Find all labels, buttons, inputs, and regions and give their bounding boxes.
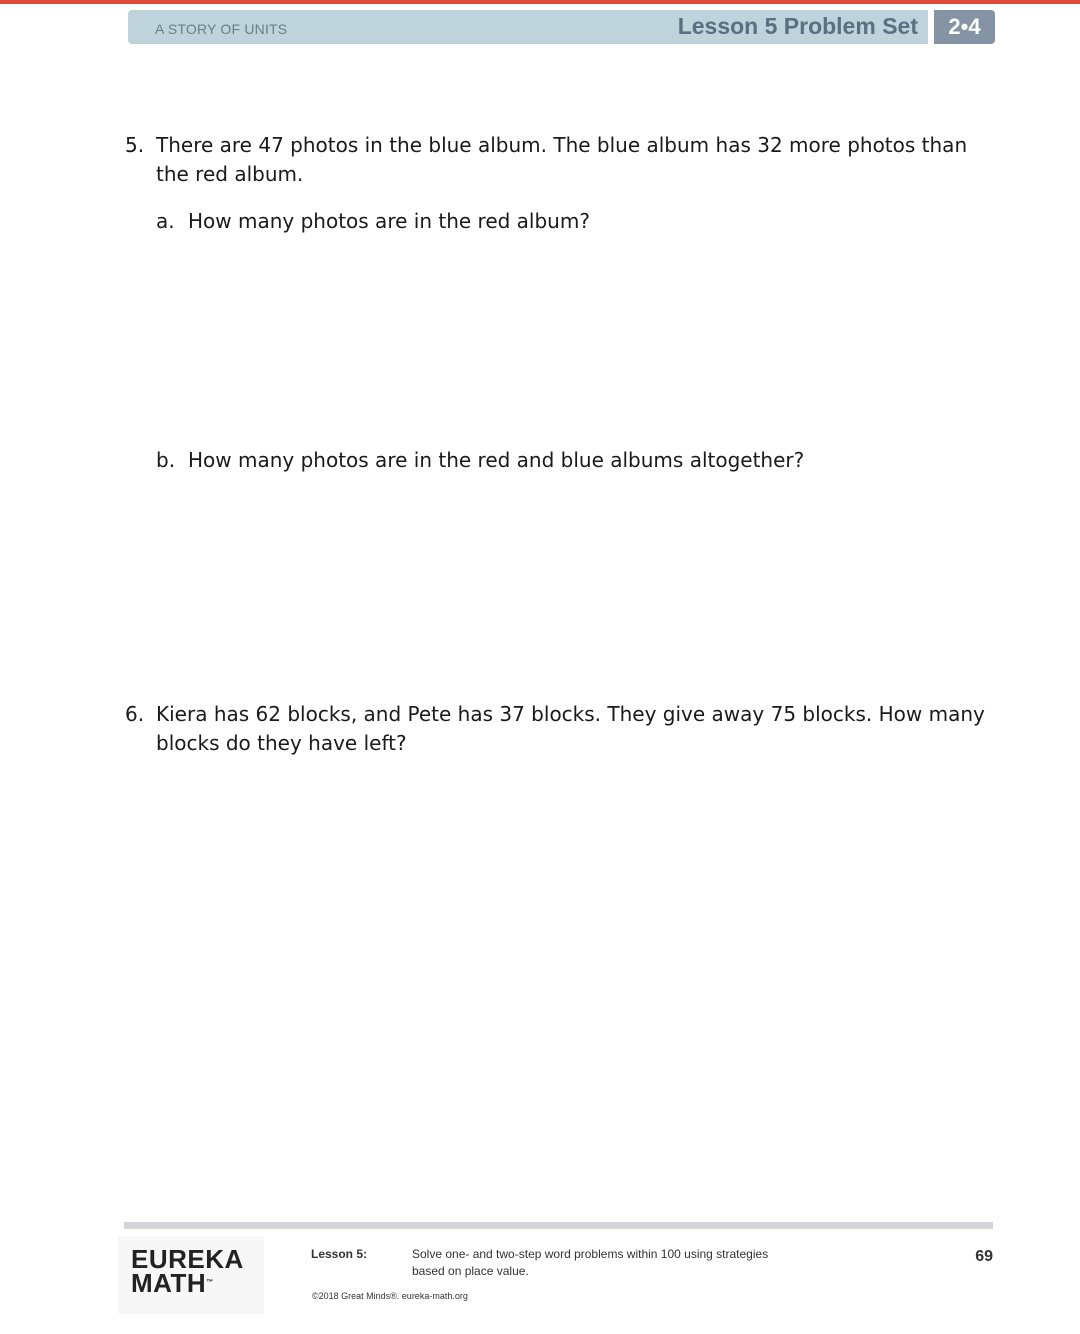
problem-6	[125, 700, 1000, 758]
part-letter: a.	[156, 209, 175, 233]
footer-lesson-label: Lesson 5:	[311, 1247, 368, 1261]
grade-module-badge: 2•4	[934, 10, 995, 44]
logo-line-2: MATH™	[131, 1268, 214, 1298]
part-text: How many photos are in the red album?	[188, 209, 590, 233]
top-accent-rule	[0, 0, 1080, 4]
part-text: How many photos are in the red and blue albums altogether?	[188, 448, 805, 472]
problem-number: 6.	[125, 702, 145, 726]
series-label: A STORY OF UNITS	[155, 21, 288, 37]
problem-5b	[156, 446, 996, 475]
problem-5a	[156, 207, 996, 236]
eureka-math-logo	[131, 1244, 244, 1298]
footer-rule	[124, 1222, 993, 1229]
copyright: ©2018 Great Minds®. eureka-math.org	[312, 1291, 468, 1301]
problem-number: 5.	[125, 133, 145, 157]
lesson-description-line-1: Solve one- and two-step word problems within 100 using strategies	[412, 1247, 769, 1261]
problem-5	[125, 131, 1000, 189]
lesson-description-line-2: based on place value.	[412, 1264, 529, 1278]
footer-lesson-description	[412, 1246, 832, 1280]
logo-line-1: EUREKA	[131, 1244, 244, 1274]
page-number: 69	[975, 1248, 993, 1265]
problem-text: Kiera has 62 blocks, and Pete has 37 blocks. They give away 75 blocks. How many blocks do they have left?	[156, 702, 985, 755]
part-letter: b.	[156, 448, 176, 472]
problem-text: There are 47 photos in the blue album. The blue album has 32 more photos than the red album.	[156, 133, 968, 186]
lesson-title: Lesson 5 Problem Set	[677, 13, 918, 39]
